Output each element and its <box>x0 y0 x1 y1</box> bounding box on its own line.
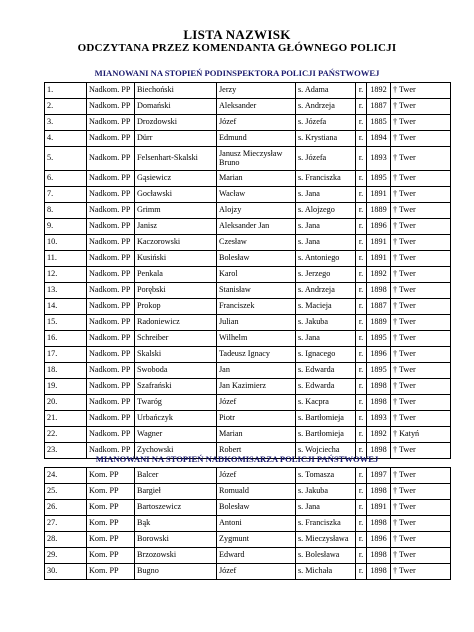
cell-year-prefix: r. <box>356 548 367 564</box>
cell-fate: † Twer <box>391 484 451 500</box>
cell-surname: Radoniewicz <box>135 315 217 331</box>
cell-number: 1. <box>45 83 87 99</box>
table-row <box>45 548 451 564</box>
cell-number: 4. <box>45 131 87 147</box>
cell-year-prefix: r. <box>356 315 367 331</box>
cell-rank: Nadkom. PP <box>87 427 135 443</box>
cell-birth-year: 1887 <box>367 99 391 115</box>
cell-surname: Schreiber <box>135 331 217 347</box>
cell-surname: Biechoński <box>135 83 217 99</box>
cell-number: 10. <box>45 235 87 251</box>
cell-birth-year: 1896 <box>367 532 391 548</box>
table-row <box>45 219 451 235</box>
cell-fate: † Twer <box>391 267 451 283</box>
cell-father-name: s. Jana <box>296 187 356 203</box>
cell-rank: Nadkom. PP <box>87 99 135 115</box>
cell-rank: Nadkom. PP <box>87 83 135 99</box>
cell-fate: † Twer <box>391 548 451 564</box>
cell-birth-year: 1894 <box>367 131 391 147</box>
table-row <box>45 363 451 379</box>
cell-first-name: Romuald <box>217 484 296 500</box>
cell-fate: † Twer <box>391 235 451 251</box>
cell-father-name: s. Bolesława <box>296 548 356 564</box>
cell-year-prefix: r. <box>356 147 367 171</box>
cell-fate: † Twer <box>391 171 451 187</box>
cell-year-prefix: r. <box>356 187 367 203</box>
cell-birth-year: 1885 <box>367 115 391 131</box>
cell-number: 7. <box>45 187 87 203</box>
cell-rank: Nadkom. PP <box>87 347 135 363</box>
cell-first-name: Jerzy <box>217 83 296 99</box>
cell-first-name: Janusz Mieczysław Bruno <box>217 147 296 171</box>
cell-first-name: Karol <box>217 267 296 283</box>
cell-year-prefix: r. <box>356 484 367 500</box>
cell-father-name: s. Mieczysława <box>296 532 356 548</box>
cell-year-prefix: r. <box>356 171 367 187</box>
cell-year-prefix: r. <box>356 267 367 283</box>
cell-father-name: s. Edwarda <box>296 379 356 395</box>
table-row <box>45 115 451 131</box>
cell-father-name: s. Krystiana <box>296 131 356 147</box>
cell-birth-year: 1891 <box>367 235 391 251</box>
cell-year-prefix: r. <box>356 131 367 147</box>
cell-number: 30. <box>45 564 87 580</box>
cell-year-prefix: r. <box>356 427 367 443</box>
cell-rank: Nadkom. PP <box>87 411 135 427</box>
cell-surname: Twaróg <box>135 395 217 411</box>
cell-rank: Nadkom. PP <box>87 363 135 379</box>
table-row <box>45 299 451 315</box>
cell-first-name: Jan <box>217 363 296 379</box>
cell-year-prefix: r. <box>356 411 367 427</box>
cell-rank: Nadkom. PP <box>87 379 135 395</box>
table-row <box>45 347 451 363</box>
cell-birth-year: 1895 <box>367 363 391 379</box>
cell-fate: † Twer <box>391 443 451 459</box>
table-podinspektor <box>44 82 451 459</box>
cell-surname: Bartoszewicz <box>135 500 217 516</box>
cell-rank: Nadkom. PP <box>87 115 135 131</box>
table-row <box>45 500 451 516</box>
cell-birth-year: 1889 <box>367 203 391 219</box>
cell-first-name: Zygmunt <box>217 532 296 548</box>
section-heading-podinspektor: MIANOWANI NA STOPIEŃ PODINSPEKTORA POLICJI PAŃSTWOWEJ <box>94 68 380 78</box>
cell-year-prefix: r. <box>356 363 367 379</box>
cell-number: 5. <box>45 147 87 171</box>
cell-father-name: s. Bartłomieja <box>296 427 356 443</box>
cell-surname: Janisz <box>135 219 217 235</box>
cell-father-name: s. Wojciecha <box>296 443 356 459</box>
table-row <box>45 147 451 171</box>
cell-fate: † Twer <box>391 331 451 347</box>
cell-number: 15. <box>45 315 87 331</box>
cell-year-prefix: r. <box>356 379 367 395</box>
cell-surname: Porębski <box>135 283 217 299</box>
table-row <box>45 235 451 251</box>
cell-rank: Nadkom. PP <box>87 299 135 315</box>
cell-first-name: Józef <box>217 115 296 131</box>
table-row <box>45 131 451 147</box>
cell-rank: Kom. PP <box>87 516 135 532</box>
cell-fate: † Twer <box>391 315 451 331</box>
table-row <box>45 468 451 484</box>
cell-year-prefix: r. <box>356 468 367 484</box>
cell-rank: Nadkom. PP <box>87 395 135 411</box>
cell-number: 21. <box>45 411 87 427</box>
cell-birth-year: 1892 <box>367 427 391 443</box>
cell-father-name: s. Macieja <box>296 299 356 315</box>
cell-first-name: Józef <box>217 395 296 411</box>
cell-father-name: s. Jakuba <box>296 315 356 331</box>
cell-fate: † Twer <box>391 203 451 219</box>
cell-number: 27. <box>45 516 87 532</box>
cell-fate: † Twer <box>391 219 451 235</box>
cell-fate: † Twer <box>391 187 451 203</box>
cell-year-prefix: r. <box>356 251 367 267</box>
cell-first-name: Aleksander <box>217 99 296 115</box>
cell-year-prefix: r. <box>356 564 367 580</box>
cell-year-prefix: r. <box>356 83 367 99</box>
table-row <box>45 251 451 267</box>
table-row <box>45 171 451 187</box>
cell-father-name: s. Franciszka <box>296 516 356 532</box>
cell-birth-year: 1895 <box>367 331 391 347</box>
cell-first-name: Marian <box>217 171 296 187</box>
cell-year-prefix: r. <box>356 219 367 235</box>
cell-year-prefix: r. <box>356 500 367 516</box>
table-row <box>45 331 451 347</box>
cell-birth-year: 1896 <box>367 219 391 235</box>
cell-first-name: Marian <box>217 427 296 443</box>
cell-fate: † Twer <box>391 251 451 267</box>
cell-first-name: Tadeusz Ignacy <box>217 347 296 363</box>
cell-year-prefix: r. <box>356 347 367 363</box>
table-row <box>45 99 451 115</box>
cell-number: 9. <box>45 219 87 235</box>
table-row <box>45 427 451 443</box>
cell-rank: Kom. PP <box>87 532 135 548</box>
cell-fate: † Twer <box>391 83 451 99</box>
cell-first-name: Robert <box>217 443 296 459</box>
cell-number: 28. <box>45 532 87 548</box>
cell-father-name: s. Jana <box>296 331 356 347</box>
cell-surname: Drozdowski <box>135 115 217 131</box>
cell-first-name: Czesław <box>217 235 296 251</box>
cell-rank: Kom. PP <box>87 484 135 500</box>
cell-year-prefix: r. <box>356 443 367 459</box>
cell-father-name: s. Jana <box>296 500 356 516</box>
cell-father-name: s. Adama <box>296 83 356 99</box>
cell-birth-year: 1895 <box>367 171 391 187</box>
cell-birth-year: 1897 <box>367 468 391 484</box>
cell-rank: Nadkom. PP <box>87 267 135 283</box>
cell-rank: Nadkom. PP <box>87 203 135 219</box>
cell-rank: Kom. PP <box>87 468 135 484</box>
cell-number: 24. <box>45 468 87 484</box>
cell-surname: Bargieł <box>135 484 217 500</box>
cell-year-prefix: r. <box>356 235 367 251</box>
cell-father-name: s. Józefa <box>296 115 356 131</box>
cell-number: 2. <box>45 99 87 115</box>
cell-number: 11. <box>45 251 87 267</box>
cell-father-name: s. Jerzego <box>296 267 356 283</box>
table-row <box>45 267 451 283</box>
cell-birth-year: 1893 <box>367 147 391 171</box>
cell-surname: Wagner <box>135 427 217 443</box>
cell-birth-year: 1898 <box>367 395 391 411</box>
cell-fate: † Twer <box>391 500 451 516</box>
cell-surname: Grimm <box>135 203 217 219</box>
cell-fate: † Twer <box>391 115 451 131</box>
cell-father-name: s. Antoniego <box>296 251 356 267</box>
cell-surname: Felsenhart-Skalski <box>135 147 217 171</box>
cell-fate: † Twer <box>391 379 451 395</box>
cell-rank: Nadkom. PP <box>87 131 135 147</box>
cell-fate: † Twer <box>391 395 451 411</box>
cell-father-name: s. Kacpra <box>296 395 356 411</box>
table-row <box>45 395 451 411</box>
cell-surname: Dürr <box>135 131 217 147</box>
cell-birth-year: 1892 <box>367 267 391 283</box>
cell-birth-year: 1898 <box>367 379 391 395</box>
table-nadkomisarz <box>44 467 451 580</box>
cell-first-name: Edward <box>217 548 296 564</box>
cell-first-name: Stanisław <box>217 283 296 299</box>
table-row <box>45 411 451 427</box>
cell-first-name: Antoni <box>217 516 296 532</box>
cell-surname: Kaczorowski <box>135 235 217 251</box>
cell-fate: † Twer <box>391 363 451 379</box>
cell-father-name: s. Tomasza <box>296 468 356 484</box>
cell-first-name: Jan Kazimierz <box>217 379 296 395</box>
cell-fate: † Twer <box>391 147 451 171</box>
table-row <box>45 187 451 203</box>
cell-number: 19. <box>45 379 87 395</box>
cell-rank: Nadkom. PP <box>87 147 135 171</box>
cell-fate: † Twer <box>391 347 451 363</box>
cell-birth-year: 1891 <box>367 187 391 203</box>
cell-first-name: Julian <box>217 315 296 331</box>
cell-year-prefix: r. <box>356 203 367 219</box>
cell-year-prefix: r. <box>356 99 367 115</box>
cell-first-name: Aleksander Jan <box>217 219 296 235</box>
document-subtitle: ODCZYTANA PRZEZ KOMENDANTA GŁÓWNEGO POLICJI <box>77 42 397 54</box>
cell-rank: Nadkom. PP <box>87 187 135 203</box>
cell-fate: † Twer <box>391 299 451 315</box>
cell-surname: Bugno <box>135 564 217 580</box>
cell-fate: † Twer <box>391 564 451 580</box>
cell-surname: Gocławski <box>135 187 217 203</box>
cell-rank: Nadkom. PP <box>87 283 135 299</box>
cell-surname: Gąsiewicz <box>135 171 217 187</box>
cell-father-name: s. Ignacego <box>296 347 356 363</box>
cell-fate: † Twer <box>391 468 451 484</box>
cell-birth-year: 1898 <box>367 548 391 564</box>
cell-first-name: Piotr <box>217 411 296 427</box>
table-row <box>45 379 451 395</box>
cell-surname: Brzozowski <box>135 548 217 564</box>
cell-father-name: s. Andrzeja <box>296 283 356 299</box>
cell-number: 25. <box>45 484 87 500</box>
cell-number: 14. <box>45 299 87 315</box>
cell-surname: Zychowski <box>135 443 217 459</box>
cell-rank: Kom. PP <box>87 548 135 564</box>
cell-birth-year: 1898 <box>367 484 391 500</box>
cell-birth-year: 1889 <box>367 315 391 331</box>
cell-surname: Urbańczyk <box>135 411 217 427</box>
cell-number: 13. <box>45 283 87 299</box>
cell-year-prefix: r. <box>356 299 367 315</box>
cell-surname: Balcer <box>135 468 217 484</box>
cell-number: 22. <box>45 427 87 443</box>
cell-rank: Kom. PP <box>87 500 135 516</box>
cell-first-name: Bolesław <box>217 500 296 516</box>
table-row <box>45 564 451 580</box>
cell-first-name: Bolesław <box>217 251 296 267</box>
cell-fate: † Twer <box>391 516 451 532</box>
cell-fate: † Twer <box>391 131 451 147</box>
cell-number: 12. <box>45 267 87 283</box>
cell-rank: Nadkom. PP <box>87 331 135 347</box>
cell-first-name: Józef <box>217 468 296 484</box>
cell-first-name: Franciszek <box>217 299 296 315</box>
cell-rank: Nadkom. PP <box>87 219 135 235</box>
cell-fate: † Twer <box>391 411 451 427</box>
cell-fate: † Twer <box>391 532 451 548</box>
table-row <box>45 484 451 500</box>
cell-father-name: s. Józefa <box>296 147 356 171</box>
cell-first-name: Alojzy <box>217 203 296 219</box>
cell-surname: Domański <box>135 99 217 115</box>
cell-father-name: s. Jana <box>296 235 356 251</box>
cell-year-prefix: r. <box>356 331 367 347</box>
cell-surname: Prokop <box>135 299 217 315</box>
cell-year-prefix: r. <box>356 283 367 299</box>
cell-birth-year: 1893 <box>367 411 391 427</box>
cell-birth-year: 1898 <box>367 516 391 532</box>
cell-fate: † Twer <box>391 283 451 299</box>
cell-first-name: Wilhelm <box>217 331 296 347</box>
cell-number: 23. <box>45 443 87 459</box>
cell-father-name: s. Alojzego <box>296 203 356 219</box>
cell-surname: Bąk <box>135 516 217 532</box>
cell-number: 17. <box>45 347 87 363</box>
cell-surname: Szafrański <box>135 379 217 395</box>
cell-rank: Nadkom. PP <box>87 443 135 459</box>
cell-number: 18. <box>45 363 87 379</box>
table-row <box>45 283 451 299</box>
table-row <box>45 516 451 532</box>
cell-number: 29. <box>45 548 87 564</box>
cell-surname: Kusiński <box>135 251 217 267</box>
cell-year-prefix: r. <box>356 532 367 548</box>
cell-number: 26. <box>45 500 87 516</box>
cell-father-name: s. Edwarda <box>296 363 356 379</box>
cell-number: 20. <box>45 395 87 411</box>
table-row <box>45 532 451 548</box>
section-heading-nadkomisarz: MIANOWANI NA STOPIEŃ NADKOMISARZA POLICJI PAŃSTWOWEJ <box>95 454 379 464</box>
cell-father-name: s. Michała <box>296 564 356 580</box>
cell-fate: † Katyń <box>391 427 451 443</box>
cell-surname: Penkala <box>135 267 217 283</box>
cell-birth-year: 1887 <box>367 299 391 315</box>
cell-number: 8. <box>45 203 87 219</box>
cell-birth-year: 1892 <box>367 83 391 99</box>
cell-year-prefix: r. <box>356 395 367 411</box>
cell-year-prefix: r. <box>356 516 367 532</box>
cell-birth-year: 1898 <box>367 283 391 299</box>
cell-fate: † Twer <box>391 99 451 115</box>
cell-father-name: s. Bartłomieja <box>296 411 356 427</box>
cell-father-name: s. Andrzeja <box>296 99 356 115</box>
cell-birth-year: 1891 <box>367 500 391 516</box>
cell-surname: Borowski <box>135 532 217 548</box>
cell-father-name: s. Franciszka <box>296 171 356 187</box>
cell-surname: Skalski <box>135 347 217 363</box>
cell-rank: Nadkom. PP <box>87 171 135 187</box>
cell-rank: Nadkom. PP <box>87 315 135 331</box>
table-row <box>45 203 451 219</box>
table-row <box>45 83 451 99</box>
cell-first-name: Józef <box>217 564 296 580</box>
cell-birth-year: 1896 <box>367 347 391 363</box>
cell-number: 6. <box>45 171 87 187</box>
cell-surname: Swoboda <box>135 363 217 379</box>
cell-father-name: s. Jakuba <box>296 484 356 500</box>
cell-year-prefix: r. <box>356 115 367 131</box>
cell-first-name: Edmund <box>217 131 296 147</box>
cell-number: 16. <box>45 331 87 347</box>
cell-birth-year: 1891 <box>367 251 391 267</box>
cell-birth-year: 1898 <box>367 564 391 580</box>
cell-number: 3. <box>45 115 87 131</box>
cell-father-name: s. Jana <box>296 219 356 235</box>
document-title: LISTA NAZWISK <box>183 27 291 42</box>
cell-first-name: Wacław <box>217 187 296 203</box>
cell-rank: Nadkom. PP <box>87 251 135 267</box>
cell-rank: Nadkom. PP <box>87 235 135 251</box>
cell-birth-year: 1898 <box>367 443 391 459</box>
cell-rank: Kom. PP <box>87 564 135 580</box>
table-row <box>45 315 451 331</box>
